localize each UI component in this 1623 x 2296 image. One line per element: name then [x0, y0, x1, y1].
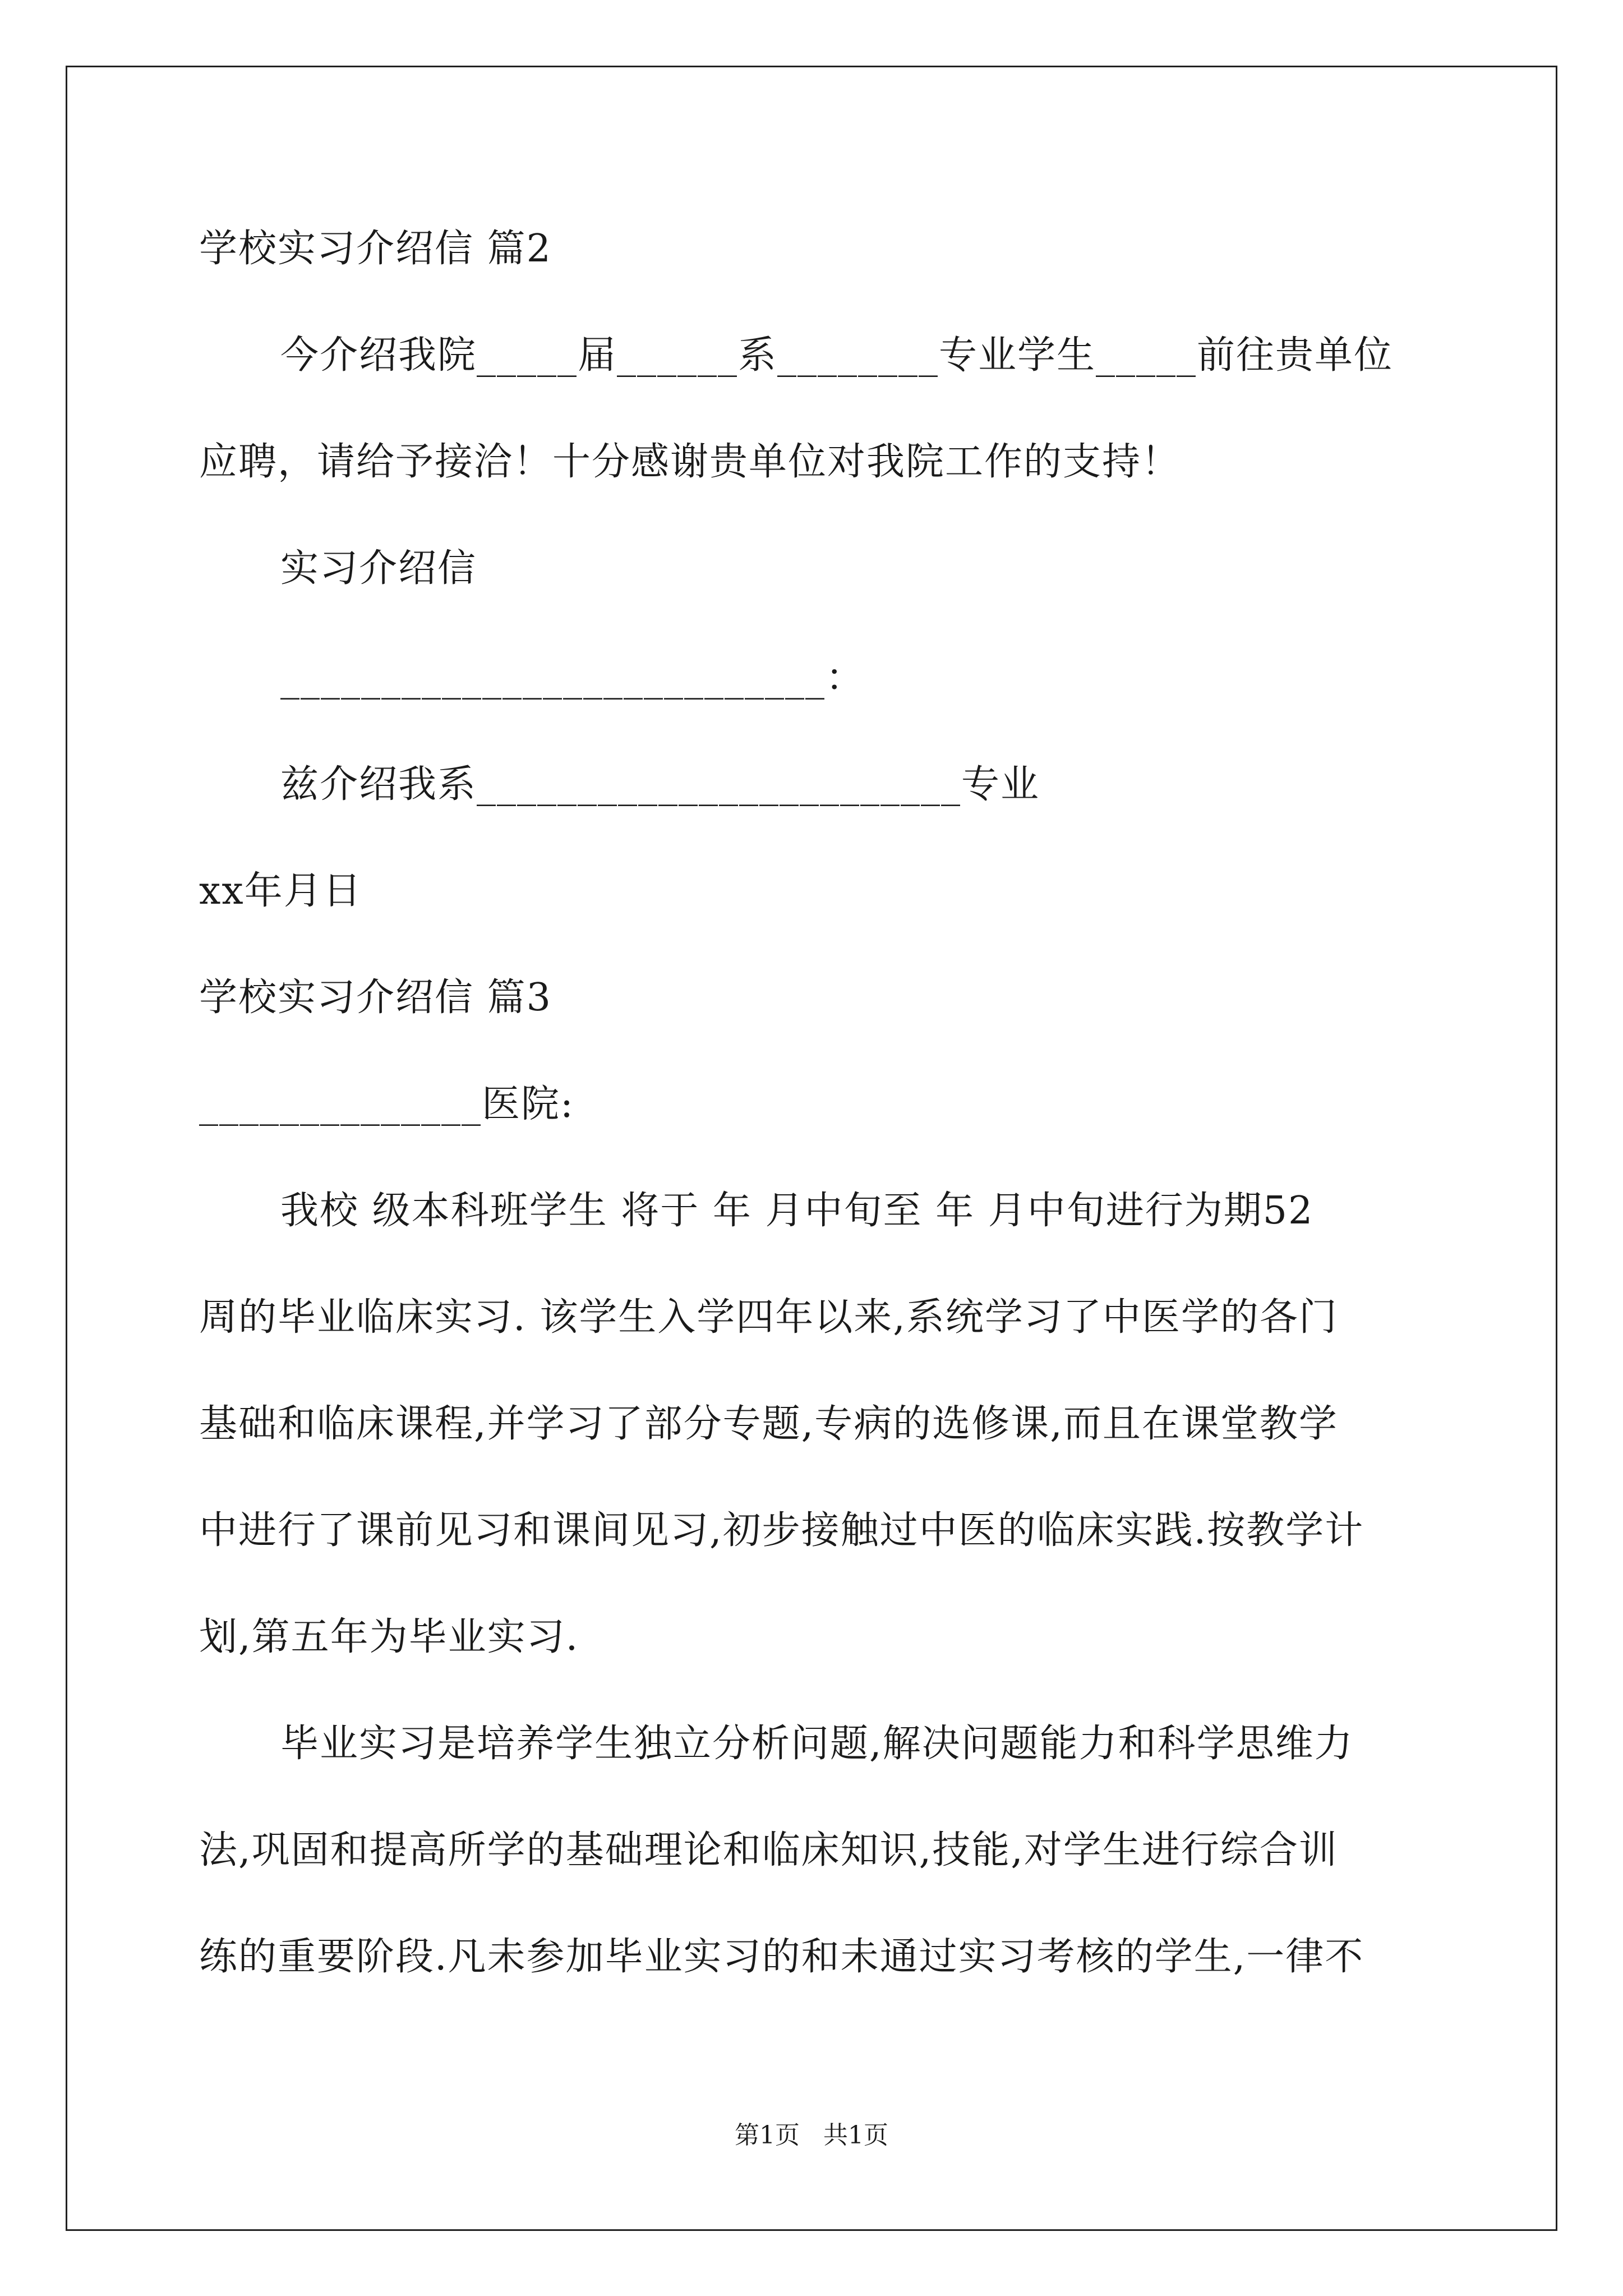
paragraph-line: 兹介绍我系________________________专业 [280, 762, 1040, 807]
heading-section-2: 学校实习介绍信 篇2 [199, 227, 552, 271]
paragraph-line: 基础和临床课程,并学习了部分专题,专病的选修课,而且在课堂教学 [199, 1402, 1338, 1446]
paragraph-line: 划,第五年为毕业实习. [199, 1615, 579, 1659]
heading-section-3: 学校实习介绍信 篇3 [199, 976, 552, 1020]
paragraph-line: 毕业实习是培养学生独立分析问题,解决问题能力和科学思维力 [280, 1722, 1354, 1766]
letter-title: 实习介绍信 [280, 546, 477, 591]
date-line: xx年月日 [199, 869, 362, 913]
paragraph-line: 练的重要阶段.凡未参加毕业实习的和未通过实习考核的学生,一律不 [199, 1935, 1364, 1979]
hospital-recipient: ______________医院: [199, 1082, 574, 1126]
page-footer: 第1页 共1页 [735, 2121, 888, 2150]
paragraph-line: 中进行了课前见习和课间见习,初步接触过中医的临床实践.按教学计 [199, 1508, 1364, 1553]
recipient-blank: ___________________________： [280, 656, 865, 700]
paragraph-line: 应聘，请给予接洽！十分感谢贵单位对我院工作的支持！ [199, 440, 1181, 484]
paragraph-line: 我校 级本科班学生 将于 年 月中旬至 年 月中旬进行为期52 [280, 1189, 1314, 1233]
page-border [66, 66, 1557, 2231]
paragraph-line: 周的毕业临床实习. 该学生入学四年以来,系统学习了中医学的各门 [199, 1295, 1338, 1340]
paragraph-line: 今介绍我院_____届______系________专业学生_____前往贵单位 [280, 333, 1394, 378]
paragraph-line: 法,巩固和提高所学的基础理论和临床知识,技能,对学生进行综合训 [199, 1828, 1338, 1872]
